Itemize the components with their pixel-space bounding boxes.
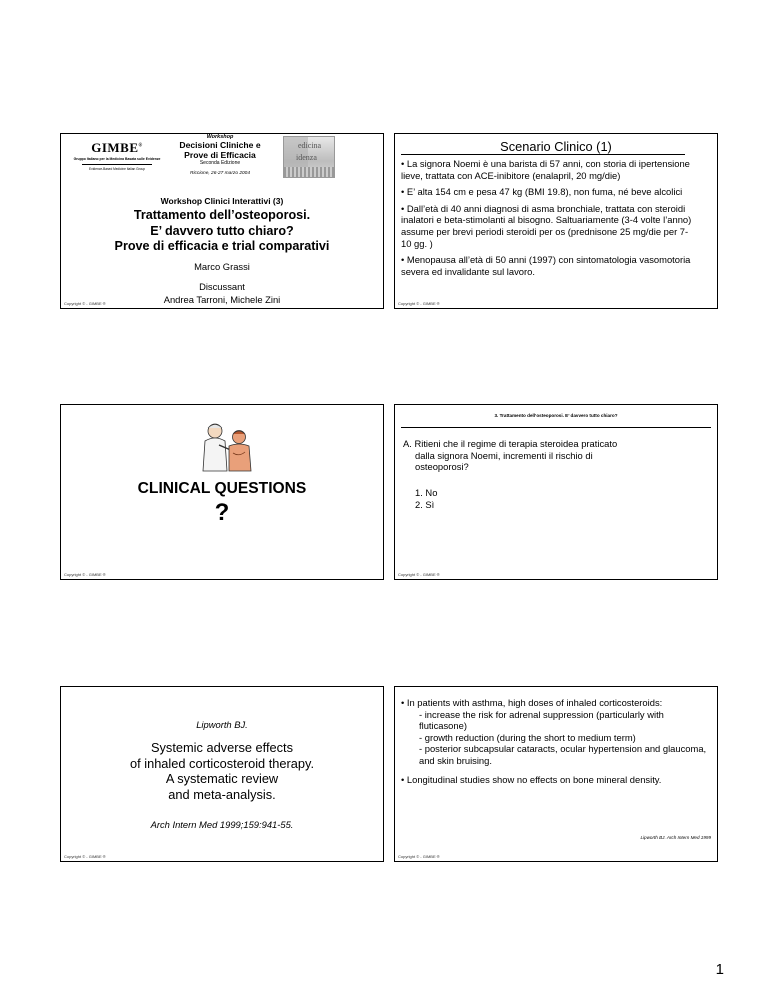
workshop-title-2: Prove di Efficacia (184, 150, 256, 160)
scenario-bullet: • Menopausa all’età di 50 anni (1997) con sintomatologia vasomotoria severa ed invalidante sul lavoro. (401, 254, 691, 277)
logo-tm: ® (138, 143, 143, 149)
slide-question-a (394, 404, 718, 580)
finding-sub: - increase the risk for adrenal suppression (particularly with fluticasone) (419, 708, 664, 732)
copyright: Copyright © - GIMBE ® (64, 301, 106, 306)
citation: Arch Intern Med 1999;159:941-55. (150, 819, 294, 830)
article-title-2: of inhaled corticosteroid therapy. (130, 755, 314, 771)
slide-title (60, 133, 384, 309)
talk-title-2: E’ davvero tutto chiaro? (150, 223, 294, 238)
question-mark: ? (214, 499, 230, 526)
copyright: Copyright © - GIMBE ® (398, 301, 440, 306)
question-line: A. Ritieni che il regime di terapia steroidea praticato (403, 438, 618, 449)
finding-bullet: • In patients with asthma, high doses of inhaled corticosteroids: (401, 697, 663, 708)
copyright: Copyright © - GIMBE ® (398, 854, 440, 859)
discussant-label: Discussant (199, 280, 245, 292)
speaker: Marco Grassi (194, 260, 250, 272)
logo-text: GIMBE (91, 140, 139, 155)
article-title-1: Systemic adverse effects (150, 740, 293, 755)
scenario-bullet: • La signora Noemi è una barista di 57 anni, con storia di ipertensione lieve, trattata con ACE-inibitore (enalapril, 20 mg/die) (401, 158, 690, 181)
series-label: Workshop Clinici Interattivi (3) (160, 196, 284, 206)
seal-text-2: idenza (296, 153, 317, 162)
slide-clinical-questions (60, 404, 384, 580)
finding-bullet: • Longitudinal studies show no effects on bone mineral density. (401, 773, 662, 785)
logo-subtitle: Gruppo Italiano per la Medicina Basata sulle Evidenze (73, 157, 161, 161)
copyright: Copyright © - GIMBE ® (64, 854, 106, 859)
answer-option-si: 2. Sì (415, 498, 435, 510)
workshop-header (161, 134, 279, 176)
talk-title-1: Trattamento dell’osteoporosi. (133, 208, 311, 222)
scenario-bullet: • Dall’età di 40 anni diagnosi di asma bronchiale, trattata con steroidi inalatori e beta-stimolanti al bisogno. Saltuariamente (3-4 volte l’anno) assume per brevi periodi steroidi per os (prednisone 25 mg/die per 7-10 gg. ) (401, 202, 692, 249)
slide-findings (394, 686, 718, 862)
seal-image (283, 136, 335, 178)
author: Lipworth BJ. (196, 719, 248, 730)
answer-option-no: 1. No (415, 487, 438, 498)
scenario-bullet: • E’ alta 154 cm e pesa 47 kg (BMI 19.8), non fuma, né beve alcolici (401, 186, 683, 198)
slide-reference (60, 686, 384, 862)
edition: Seconda Edizione (199, 160, 241, 166)
place-date: Riccione, 26-27 marzo 2004 (190, 171, 250, 176)
finding-sub: - posterior subcapsular cataracts, ocular hypertension and glaucoma, and skin bruising. (419, 743, 707, 766)
logo-subtitle-en: Evidence-Based Medicine Italian Group (89, 166, 145, 171)
clinical-questions-heading: CLINICAL QUESTIONS (137, 480, 307, 497)
page-number: 1 (715, 961, 724, 978)
question-line: osteoporosi? (415, 461, 469, 473)
article-title-4: and meta-analysis. (168, 786, 276, 802)
gimbe-logo (67, 140, 167, 171)
question-line: dalla signora Noemi, incrementi il rischio di (415, 449, 593, 461)
doctor-patient-illustration (199, 419, 253, 473)
finding-sub: - growth reduction (during the short to medium term) (419, 731, 636, 743)
discussants: Andrea Tarroni, Michele Zini (163, 293, 281, 305)
seal-text-1: edicina (298, 141, 322, 150)
source-note: Lipworth BJ. Arch Intern Med 1999 (640, 835, 711, 840)
workshop-label: Workshop (206, 134, 234, 140)
workshop-title-1: Decisioni Cliniche e (179, 140, 261, 150)
talk-title-3: Prove di efficacia e trial comparativi (114, 239, 330, 253)
copyright: Copyright © - GIMBE ® (64, 572, 106, 577)
slide-header: 3. Trattamento dell’osteoporosi. E’ davvero tutto chiaro? (494, 413, 618, 418)
slide-scenario (394, 133, 718, 309)
copyright: Copyright © - GIMBE ® (398, 572, 440, 577)
article-title-3: A systematic review (165, 771, 279, 786)
slide-title: Scenario Clinico (1) (500, 139, 612, 154)
